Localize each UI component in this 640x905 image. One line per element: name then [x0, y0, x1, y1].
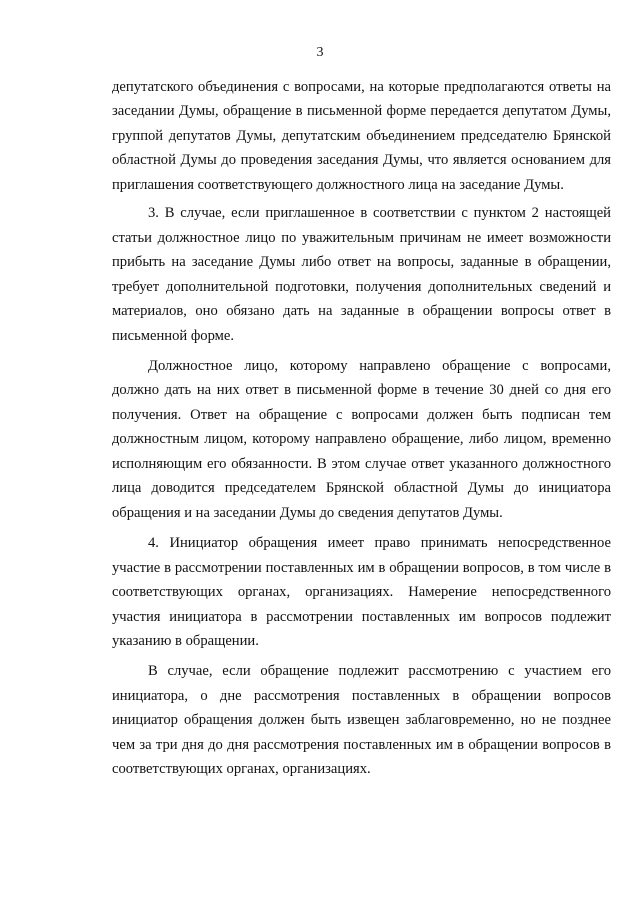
paragraph-initiator-notice: В случае, если обращение подлежит рассмотрению с участием его инициатора, о дне рассмотрения поставленных в обращении вопросов инициатор обращения должен быть извещен заблаговременно, но не позднее чем за три дня до дня рассмотрения поставленных им в обращении вопросов в соответствующих органах, организациях.	[112, 663, 611, 778]
paragraph-item-4: 4. Инициатор обращения имеет право принимать непосредственное участие в рассмотрении поставленных им в обращении вопросов, в том числе в соответствующих органах, организациях. Намерение непосредственного участия инициатора в рассмотрении поставленных им вопросов подлежит указанию в обращении.	[112, 535, 611, 649]
page-number: 3	[316, 45, 324, 60]
document-body	[112, 75, 611, 782]
paragraph-official-response: Должностное лицо, которому направлено обращение с вопросами, должно дать на них ответ в письменной форме в течение 30 дней со дня его получения. Ответ на обращение с вопросами должен быть подписан тем должностным лицом, которому направлено обращение, либо лицом, временно исполняющим его обязанности. В этом случае ответ указанного должностного лица доводится председателем Брянской областной Думы до инициатора обращения и на заседании Думы до сведения депутатов Думы.	[112, 357, 611, 521]
paragraph-item-3: 3. В случае, если приглашенное в соответствии с пунктом 2 настоящей статьи должностное лицо по уважительным причинам не имеет возможности прибыть на заседание Думы либо ответ на вопросы, заданные в обращении, требует дополнительной подготовки, получения дополнительных сведений и материалов, оно обязано дать на заданные в обращении вопросы ответ в письменной форме.	[112, 205, 611, 344]
paragraph-continuation: депутатского объединения с вопросами, на которые предполагаются ответы на заседании Думы, обращение в письменной форме передается депутатом Думы, группой депутатов Думы, депутатским объединением председателю Брянской областной Думы до проведения заседания Думы, что является основанием для приглашения соответствующего должностного лица на заседание Думы.	[112, 79, 611, 193]
